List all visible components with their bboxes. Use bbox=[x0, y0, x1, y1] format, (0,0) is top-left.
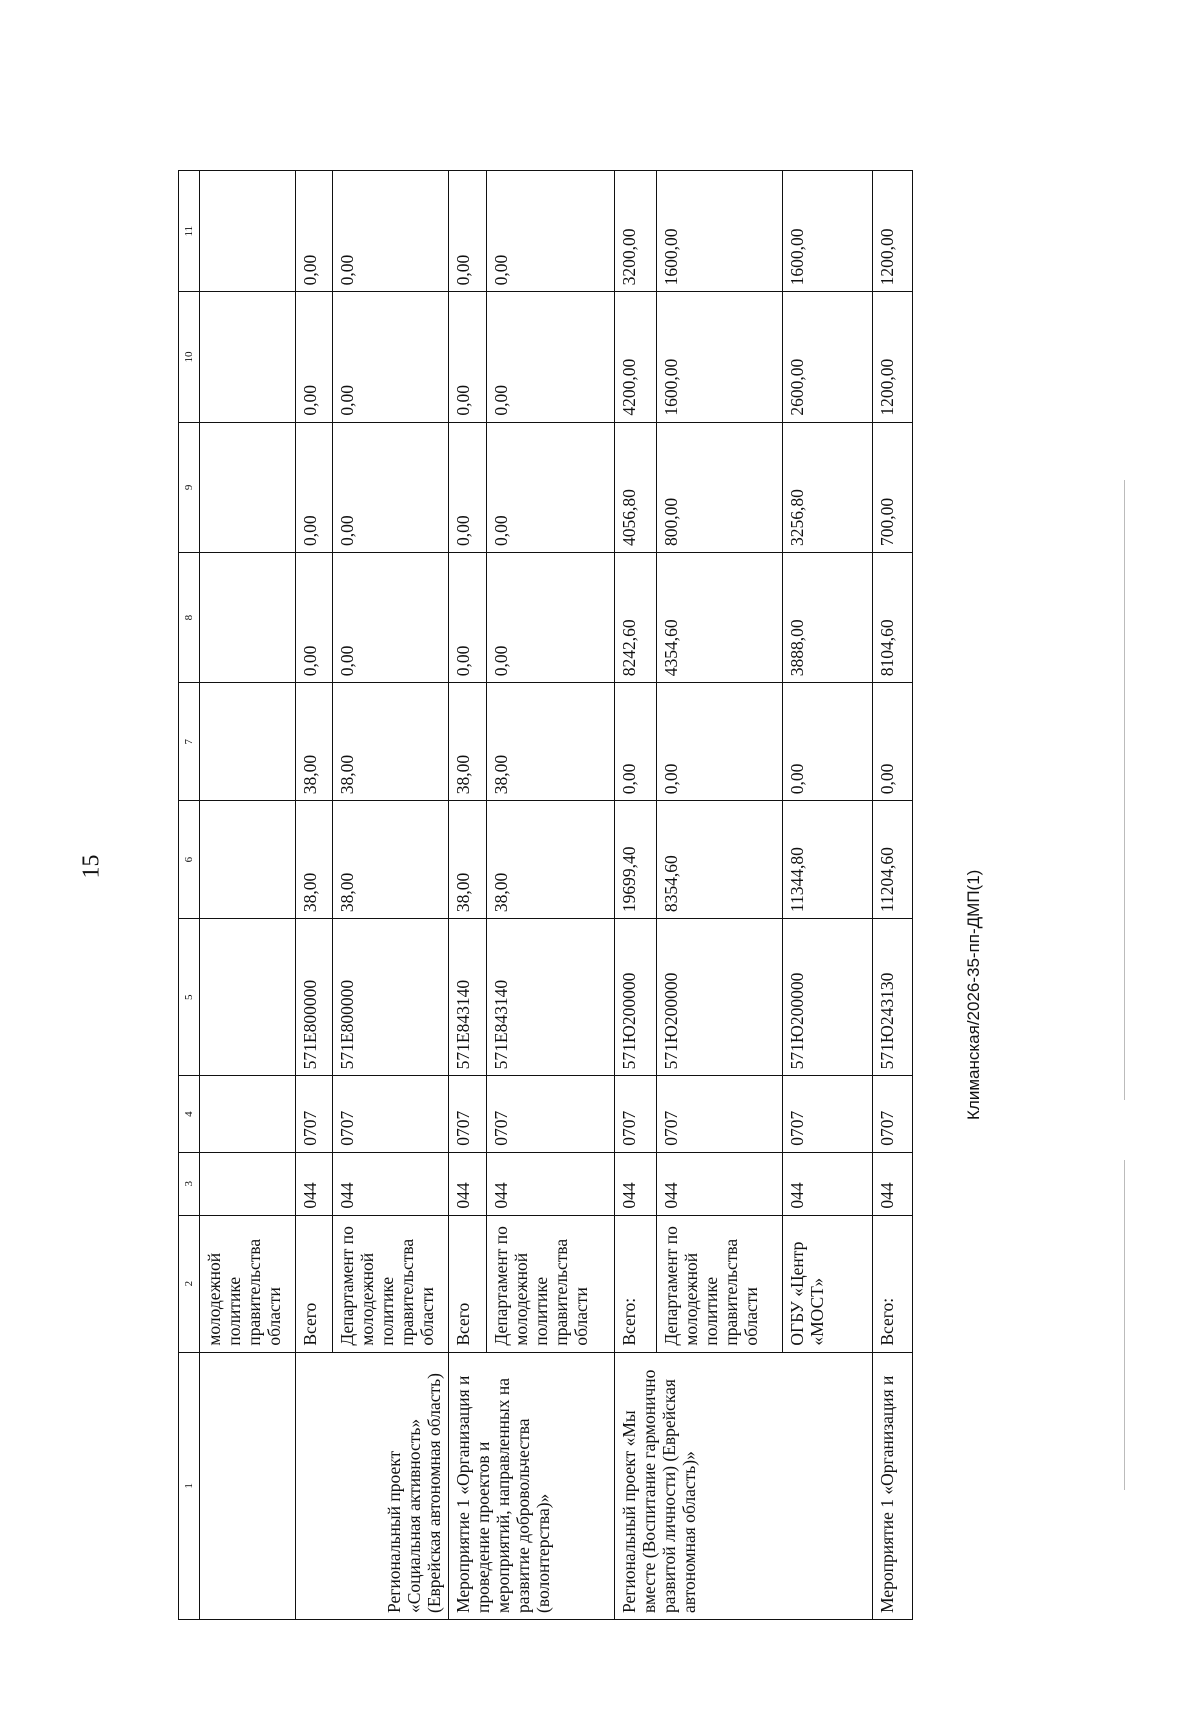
table-cell: 0,00 bbox=[449, 552, 487, 682]
column-number: 8 bbox=[179, 552, 200, 682]
column-number-row bbox=[179, 171, 200, 1620]
table-cell: 3888,00 bbox=[783, 552, 873, 682]
table-cell: Мероприятие 1 «Организация и проведение проектов и мероприятий, направленных на развитие добровольчества (волонтерства)» bbox=[449, 1352, 615, 1619]
table-row bbox=[200, 171, 296, 1620]
table-cell bbox=[200, 552, 296, 682]
table-cell: 38,00 bbox=[487, 801, 615, 919]
table-cell: 11344,80 bbox=[783, 801, 873, 919]
table-cell bbox=[200, 683, 296, 801]
table-cell: Всего: bbox=[873, 1215, 913, 1352]
table-cell: 571Ю200000 bbox=[783, 919, 873, 1076]
table-cell: Всего bbox=[296, 1215, 333, 1352]
table-cell: 8354,60 bbox=[657, 801, 783, 919]
table-cell: 0707 bbox=[615, 1076, 657, 1152]
table-cell: 38,00 bbox=[333, 801, 449, 919]
column-number: 11 bbox=[179, 171, 200, 292]
table-row bbox=[449, 171, 487, 1620]
table-cell bbox=[200, 292, 296, 422]
table-cell: 571Ю200000 bbox=[615, 919, 657, 1076]
table-cell: 044 bbox=[487, 1152, 615, 1215]
table-cell: 044 bbox=[449, 1152, 487, 1215]
rotated-table-container bbox=[178, 170, 1068, 1620]
table-cell: 2600,00 bbox=[783, 292, 873, 422]
table-cell: 4056,80 bbox=[615, 422, 657, 552]
table-cell: 0707 bbox=[783, 1076, 873, 1152]
table-cell: 571Е843140 bbox=[487, 919, 615, 1076]
table-cell: Департамент по молодежной политике правительства области bbox=[657, 1215, 783, 1352]
table-cell: 0,00 bbox=[615, 683, 657, 801]
scan-artifact-line bbox=[1124, 1160, 1125, 1490]
table-row bbox=[296, 171, 333, 1620]
table-cell: 0,00 bbox=[487, 171, 615, 292]
table-cell: 700,00 bbox=[873, 422, 913, 552]
table-cell: 19699,40 bbox=[615, 801, 657, 919]
table-cell: 0707 bbox=[296, 1076, 333, 1152]
table-cell bbox=[200, 1076, 296, 1152]
table-cell: 38,00 bbox=[296, 683, 333, 801]
table-cell: 0,00 bbox=[449, 171, 487, 292]
table-cell: 571Е800000 bbox=[296, 919, 333, 1076]
table-cell: 0707 bbox=[657, 1076, 783, 1152]
column-number: 6 bbox=[179, 801, 200, 919]
table-cell: 044 bbox=[615, 1152, 657, 1215]
table-cell: 1600,00 bbox=[783, 171, 873, 292]
table-cell: 571Е800000 bbox=[333, 919, 449, 1076]
table-cell: 0,00 bbox=[449, 292, 487, 422]
table-cell: 0,00 bbox=[657, 683, 783, 801]
table-row bbox=[873, 171, 913, 1620]
table-cell: 0707 bbox=[873, 1076, 913, 1152]
table-cell: 38,00 bbox=[333, 683, 449, 801]
table-cell: 044 bbox=[783, 1152, 873, 1215]
column-number: 5 bbox=[179, 919, 200, 1076]
table-cell: молодежной политике правительства области bbox=[200, 1215, 296, 1352]
table-cell bbox=[200, 1352, 296, 1619]
table-cell: 044 bbox=[657, 1152, 783, 1215]
table-cell: Всего: bbox=[615, 1215, 657, 1352]
table-cell: 8242,60 bbox=[615, 552, 657, 682]
table-cell: 3200,00 bbox=[615, 171, 657, 292]
table-cell: Департамент по молодежной политике правительства области bbox=[333, 1215, 449, 1352]
column-number: 7 bbox=[179, 683, 200, 801]
table-cell: 0,00 bbox=[296, 171, 333, 292]
table-cell: 0,00 bbox=[333, 292, 449, 422]
table-cell: 38,00 bbox=[449, 801, 487, 919]
document-code: Климанская/2026-35-пп-ДМП(1) bbox=[964, 869, 983, 1120]
scan-artifact-line bbox=[1124, 480, 1125, 1100]
table-cell: 0,00 bbox=[296, 552, 333, 682]
table-cell: 8104,60 bbox=[873, 552, 913, 682]
table-cell: Мероприятие 1 «Организация и bbox=[873, 1352, 913, 1619]
table-cell: 571Ю243130 bbox=[873, 919, 913, 1076]
table-cell: 1200,00 bbox=[873, 171, 913, 292]
table-cell: 044 bbox=[333, 1152, 449, 1215]
table-cell bbox=[200, 422, 296, 552]
table-cell: Региональный проект «Мы вместе (Воспитание гармонично развитой личности) (Еврейская автономная область)» bbox=[615, 1352, 873, 1619]
page-number: 15 bbox=[78, 854, 105, 879]
table-cell: ОГБУ «Центр «МОСТ» bbox=[783, 1215, 873, 1352]
table-cell: 0,00 bbox=[487, 552, 615, 682]
table-cell: 0,00 bbox=[296, 292, 333, 422]
table-cell bbox=[200, 1152, 296, 1215]
table-cell: 571Е843140 bbox=[449, 919, 487, 1076]
table-cell: 0,00 bbox=[333, 171, 449, 292]
table-cell bbox=[200, 801, 296, 919]
table-cell: 0707 bbox=[333, 1076, 449, 1152]
table-cell: 0707 bbox=[487, 1076, 615, 1152]
column-number: 10 bbox=[179, 292, 200, 422]
column-number: 3 bbox=[179, 1152, 200, 1215]
column-number: 9 bbox=[179, 422, 200, 552]
budget-table bbox=[178, 170, 913, 1620]
table-cell: 1200,00 bbox=[873, 292, 913, 422]
table-cell: 0,00 bbox=[873, 683, 913, 801]
table-cell: 0,00 bbox=[449, 422, 487, 552]
table-cell: 0,00 bbox=[783, 683, 873, 801]
table-cell: 044 bbox=[873, 1152, 913, 1215]
table-cell: 0707 bbox=[449, 1076, 487, 1152]
table-cell: Департамент по молодежной политике правительства области bbox=[487, 1215, 615, 1352]
column-number: 2 bbox=[179, 1215, 200, 1352]
table-cell: 1600,00 bbox=[657, 292, 783, 422]
table-cell: 11204,60 bbox=[873, 801, 913, 919]
table-cell: 38,00 bbox=[296, 801, 333, 919]
table-cell: 38,00 bbox=[449, 683, 487, 801]
table-cell: 571Ю200000 bbox=[657, 919, 783, 1076]
table-cell: 0,00 bbox=[487, 422, 615, 552]
column-number: 1 bbox=[179, 1352, 200, 1619]
table-row bbox=[615, 171, 657, 1620]
table-cell bbox=[200, 171, 296, 292]
table-cell: Всего bbox=[449, 1215, 487, 1352]
table-cell: Региональный проект «Социальная активность» (Еврейская автономная область) bbox=[296, 1352, 449, 1619]
table-cell: 3256,80 bbox=[783, 422, 873, 552]
table-cell: 0,00 bbox=[333, 552, 449, 682]
table-cell: 0,00 bbox=[333, 422, 449, 552]
table-cell: 0,00 bbox=[296, 422, 333, 552]
table-cell: 0,00 bbox=[487, 292, 615, 422]
table-cell: 4200,00 bbox=[615, 292, 657, 422]
table-cell: 38,00 bbox=[487, 683, 615, 801]
table-cell: 1600,00 bbox=[657, 171, 783, 292]
table-cell: 4354,60 bbox=[657, 552, 783, 682]
column-number: 4 bbox=[179, 1076, 200, 1152]
table-cell: 800,00 bbox=[657, 422, 783, 552]
table-cell: 044 bbox=[296, 1152, 333, 1215]
table-cell bbox=[200, 919, 296, 1076]
